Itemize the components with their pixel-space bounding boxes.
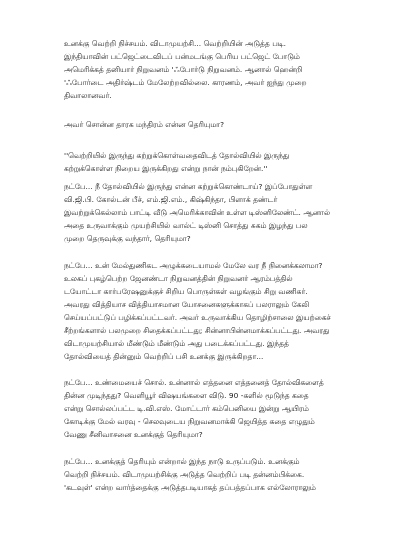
text-line: வேணு சீனிவாசனை உனக்குத் தெரியுமா? <box>64 430 203 439</box>
text-line: உலகப் புகழ்பெற்ற ஜேனண்டா நிறுவனத்தின் நிறுவனர் ஆரம்பத்தில் <box>64 274 293 283</box>
paragraph-6 <box>64 376 384 441</box>
text-line: இவற்றுக்கெல்லாம் பாட்டி வீடு அமெரிக்காவின் உள்ள டிஸ்னிலேண்ட். ஆனால் <box>64 208 331 217</box>
paragraph-2 <box>64 118 384 131</box>
paragraph-4 <box>64 180 384 245</box>
text-line: கோடிக்கு மேல் வரவு - செலவுடைய நிறுவனமாக்கி ஜெயித்த கதை எழுதும் <box>64 417 315 426</box>
text-line: வெற்றி நிச்சயம். விடாமுயற்சிக்கு அடுத்த வெற்றிப் படி தன்னம்பிக்கை. <box>64 470 305 479</box>
paragraph-5 <box>64 259 384 363</box>
text-line: தோல்வியைத் தின்னும் வெற்றிப் பசி உனக்கு இருக்கிறதா... <box>64 352 264 361</box>
text-line: முறை தெருவுக்கு வந்தார், தெரியுமா? <box>64 234 191 243</box>
paragraph-3-quote <box>64 149 384 175</box>
text-line: நட்பே... உனக்குத் தெரியும் என்றால் இந்த நாடு உருப்படும். உனக்கும் <box>64 457 300 466</box>
text-line: என்று சொல்லப்பட்ட டி.வி.எஸ். மோட்டார் கம்பெனியை இன்று ஆயிரம் <box>64 404 309 413</box>
text-line: திவாலானவர். <box>64 91 112 100</box>
text-line: தின்ன முடிந்தது? வெளியூர் விஷயங்களை விடு. 90 -களில் மூடுந்த கதை <box>64 391 309 400</box>
text-line: சீற்றங்களால் பலமுறை சிதைக்கப்பட்டது; சின்னாபின்னமாக்கப்பட்டது. அவரது <box>64 326 330 335</box>
text-line: அவர் சொன்ன தாரக மந்திரம் என்ன தெரியுமா? <box>64 120 225 129</box>
text-line: டயோட்டா கார்பரேஷனுக்குச் சிறிய பொருள்கள் வழங்கும் சிறு வணிகர். <box>64 287 308 296</box>
text-line: ''வெற்றியில் இருந்து கற்றுக்கொள்வதைவிடத் தோல்வியில் இருந்து <box>64 151 290 160</box>
text-line: நட்பே... உன் மேல்துணிகட அழுக்கடையாமல் மேலே வர நீ நினைக்கலாமா? <box>64 261 323 270</box>
text-line: அமெரிக்கத் தனியார் நிறுவனம் 'ஃபோர்டு நிறுவனம். ஆனால் ஹென்றி <box>64 65 303 74</box>
text-line: நட்பே... நீ தோல்வியில் இருந்து என்ன கற்றுக்கொண்டாய்? இப்போதுள்ள <box>64 182 313 191</box>
text-line: செய்யப்பட்டுப் பழிக்கப்பட்டவர். அவர் உருவாக்கிய தொழிற்சாலை இயற்கைச் <box>64 313 331 322</box>
text-line: உனக்கு வெற்றி நிச்சயம். விடாமுயற்சி... வெற்றியின் அடுத்த படி. <box>64 39 287 48</box>
text-line: விடாமுயற்சியால் மீண்டும் மீண்டும் அது படைக்கப்பட்டது. இந்தத் <box>64 339 289 348</box>
text-line: 'கடவுள்' என்ற வார்த்தைக்கு அடுத்தபடியாகத் தப்பத்தப்பாக எல்லோராலும் <box>64 483 316 492</box>
text-line: அதை உருவாக்கும் முயற்சியில் வால்ட் டிஸ்னி சொத்து சுகம் இழந்து பல <box>64 221 308 230</box>
paragraph-7 <box>64 455 384 494</box>
text-line: இந்தியாவின் பட்ஜெட்டைவிடப் பன்மடங்கு பெரிய பட்ஜெட் போடும் <box>64 52 300 61</box>
text-line: அவரது வித்தியாச வித்தியாசமான யோசனைகளுக்காகப் பலராலும் கேலி <box>64 300 310 309</box>
text-line: கற்றுக்கொள்ள நிறைய இருக்கிறது என்று நான் நம்புகிறேன்.'' <box>64 164 268 173</box>
text-line: வி.ஜி.பி. கோல்டன் பீச், எம்.ஜி.எம்., கிஷ்கிந்தா, பிளாக் தண்டர் <box>64 195 278 204</box>
text-line: நட்பே... உண்மையைச் சொல். உன்னால் எத்தனை எத்தனைத் தோல்விகளைத் <box>64 378 324 387</box>
text-line: 'ஃபோர்டை அதிர்ஷ்டம் மேலேற்றவில்லை. காரணம், அவர் ஐந்து முறை <box>64 78 307 87</box>
paragraph-1 <box>64 37 384 102</box>
